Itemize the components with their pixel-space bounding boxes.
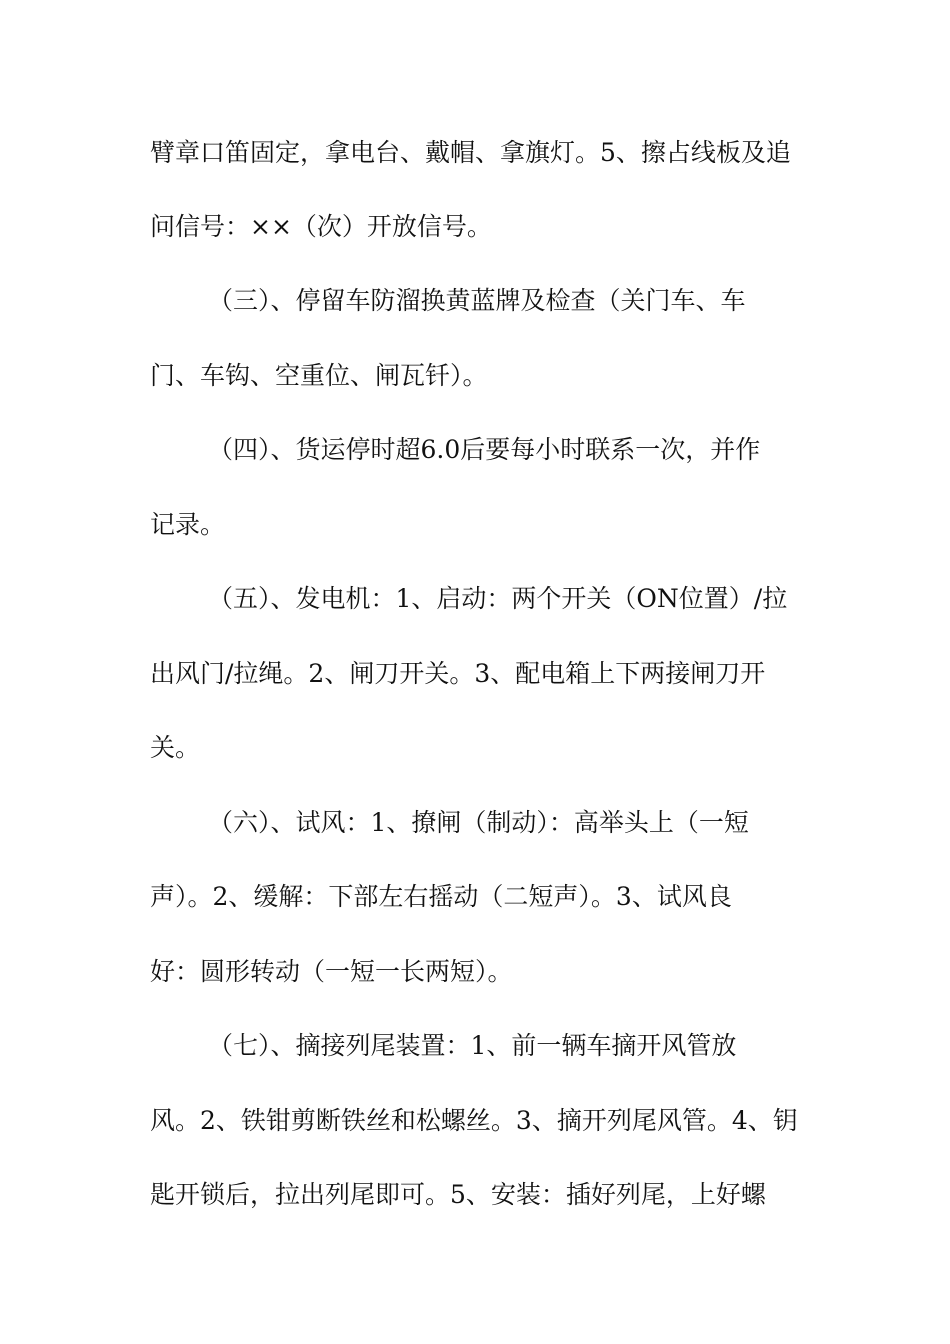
paragraph-start-line: （三）、停留车防溜换黄蓝牌及检查（关门车、车 [208, 286, 746, 315]
text-line: 记录。 [150, 510, 226, 539]
paragraph-start-line: （六）、试风：1、撩闸（制动）：高举头上（一短 [208, 808, 749, 837]
text-line: 风。2、铁钳剪断铁丝和松螺丝。3、摘开列尾风管。4、钥 [150, 1106, 798, 1135]
text-line: 关。 [150, 733, 201, 762]
text-line: 问信号：××（次）开放信号。 [150, 212, 492, 241]
paragraph-start-line: （七）、摘接列尾装置：1、前一辆车摘开风管放 [208, 1031, 737, 1060]
text-line: 匙开锁后，拉出列尾即可。5、安装：插好列尾，上好螺 [150, 1180, 766, 1209]
text-line: 门、车钩、空重位、闸瓦钎）。 [150, 361, 488, 390]
text-line: 声）。2、缓解：下部左右摇动（二短声）。3、试风良 [150, 882, 732, 911]
text-line: 臂章口笛固定，拿电台、戴帽、拿旗灯。5、擦占线板及追 [150, 138, 791, 167]
paragraph-start-line: （五）、发电机：1、启动：两个开关（ON位置）/拉 [208, 584, 788, 613]
text-line: 好：圆形转动（一短一长两短）。 [150, 957, 513, 986]
paragraph-start-line: （四）、货运停时超6.0后要每小时联系一次，并作 [208, 435, 761, 464]
text-line: 出风门/拉绳。2、闸刀开关。3、配电箱上下两接闸刀开 [150, 659, 766, 688]
